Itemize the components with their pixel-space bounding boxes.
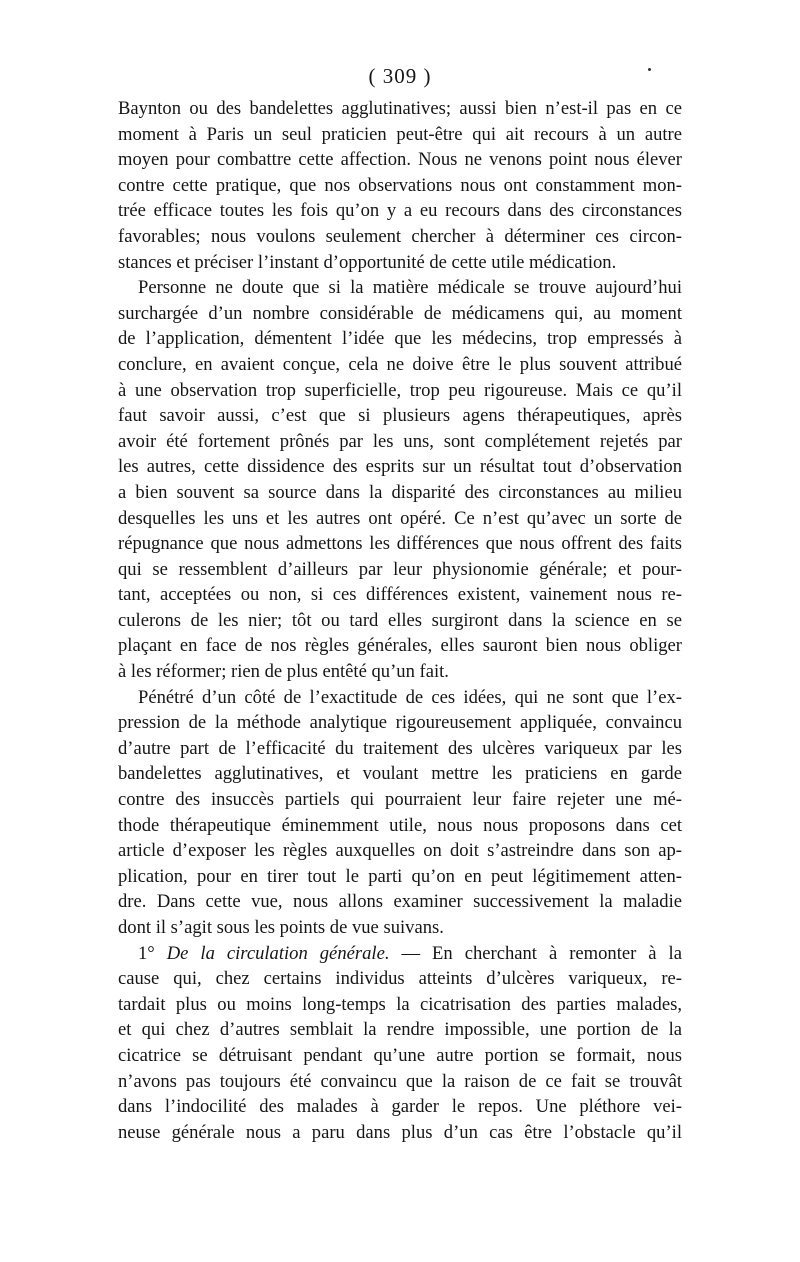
text-line: trée efficace toutes les fois qu’on y a eu recours dans des circonstances	[118, 200, 682, 222]
text-line: dre. Dans cette vue, nous allons examiner successivement la maladie	[118, 891, 682, 913]
text-line: pression de la méthode analytique rigoureusement appliquée, convaincu	[118, 712, 682, 734]
text-line: conclure, en avaient conçue, cela ne doive être le plus souvent attribué	[118, 353, 682, 375]
text-line: n’avons pas toujours été convaincu que la raison de ce fait se trouvât	[118, 1070, 682, 1092]
text-line: à les réformer; rien de plus entêté qu’un fait.	[118, 661, 449, 683]
text-line: à une observation trop superficielle, trop peu rigoureuse. Mais ce qu’il	[118, 379, 682, 401]
text-line: avoir été fortement prônés par les uns, sont complétement rejetés par	[118, 430, 682, 452]
text-line: thode thérapeutique éminemment utile, nous nous proposons dans cet	[118, 814, 682, 836]
text-line: favorables; nous voulons seulement chercher à déterminer ces circon-	[118, 225, 682, 247]
text-line: les autres, cette dissidence des esprits sur un résultat tout d’observation	[118, 456, 682, 478]
text-line: culerons de les nier; tôt ou tard elles surgiront dans la science en se	[118, 609, 682, 631]
text-line: plication, pour en tirer tout le parti qu’on en peut légitimement atten-	[118, 865, 682, 887]
section-title: De la circulation générale.	[166, 942, 390, 964]
text-line: stances et préciser l’instant d’opportunité de cette utile médication.	[118, 251, 617, 273]
text-line: neuse générale nous a paru dans plus d’un cas être l’obstacle qu’il	[118, 1121, 682, 1143]
text-line: a bien souvent sa source dans la disparité des circonstances au milieu	[118, 481, 682, 503]
text-line: cicatrice se détruisant pendant qu’une autre portion se formait, nous	[118, 1044, 682, 1066]
text-line: et qui chez d’autres semblait la rendre impossible, une portion de la	[118, 1019, 682, 1041]
text-line: bandelettes agglutinatives, et voulant mettre les praticiens en garde	[118, 763, 682, 785]
text-line: faut savoir aussi, c’est que si plusieurs agens thérapeutiques, après	[118, 405, 682, 427]
text-line: de l’application, démentent l’idée que les médecins, trop empressés à	[118, 328, 682, 350]
text-line: tardait plus ou moins long-temps la cicatrisation des parties malades,	[118, 993, 682, 1015]
paragraphs	[118, 96, 682, 941]
text-line: tant, acceptées ou non, si ces différences existent, vainement nous re-	[118, 584, 682, 606]
body-text	[118, 96, 682, 1145]
section-number: 1°	[138, 942, 155, 964]
text-line: qui se ressemblent d’ailleurs par leur physionomie générale; et pour-	[118, 558, 682, 580]
text-line: dont il s’agit sous les points de vue suivans.	[118, 917, 444, 938]
text-line: cause qui, chez certains individus atteints d’ulcères variqueux, re-	[118, 968, 682, 990]
text-line: surchargée d’un nombre considérable de médicamens qui, au moment	[118, 302, 682, 324]
text-line: d’autre part de l’efficacité du traitement des ulcères variqueux par les	[118, 737, 682, 759]
text-line: plaçant en face de nos règles générales, elles sauront bien nous obliger	[118, 635, 682, 657]
text-line: répugnance que nous admettons les différences que nous offrent des faits	[118, 533, 682, 555]
text-line: dans l’indocilité des malades à garder le repos. Une pléthore vei-	[118, 1096, 682, 1118]
section-heading-line	[118, 941, 682, 967]
text-line: Pénétré d’un côté de l’exactitude de ces idées, qui ne sont que l’ex-	[138, 686, 682, 708]
page-number: ( 309 )	[368, 64, 432, 88]
print-speck	[648, 68, 651, 71]
text-line: contre cette pratique, que nos observations nous ont constamment mon-	[118, 174, 682, 196]
text-line: Personne ne doute que si la matière médicale se trouve aujourd’hui	[138, 277, 682, 299]
section-paragraph	[118, 966, 682, 1145]
text-line: desquelles les uns et les autres ont opéré. Ce n’est qu’avec un sorte de	[118, 507, 682, 529]
text-line: article d’exposer les règles auxquelles on doit s’astreindre dans son ap-	[118, 840, 682, 862]
section-heading-rest: — En cherchant à remonter à la	[389, 942, 682, 964]
text-line: Baynton ou des bandelettes agglutinatives; aussi bien n’est-il pas en ce	[118, 98, 682, 119]
text-line: moment à Paris un seul praticien peut-être qui ait recours à un autre	[118, 123, 682, 145]
text-line: moyen pour combattre cette affection. Nous ne venons point nous élever	[118, 149, 682, 171]
text-line: contre des insuccès partiels qui pourraient leur faire rejeter une mé-	[118, 789, 682, 811]
